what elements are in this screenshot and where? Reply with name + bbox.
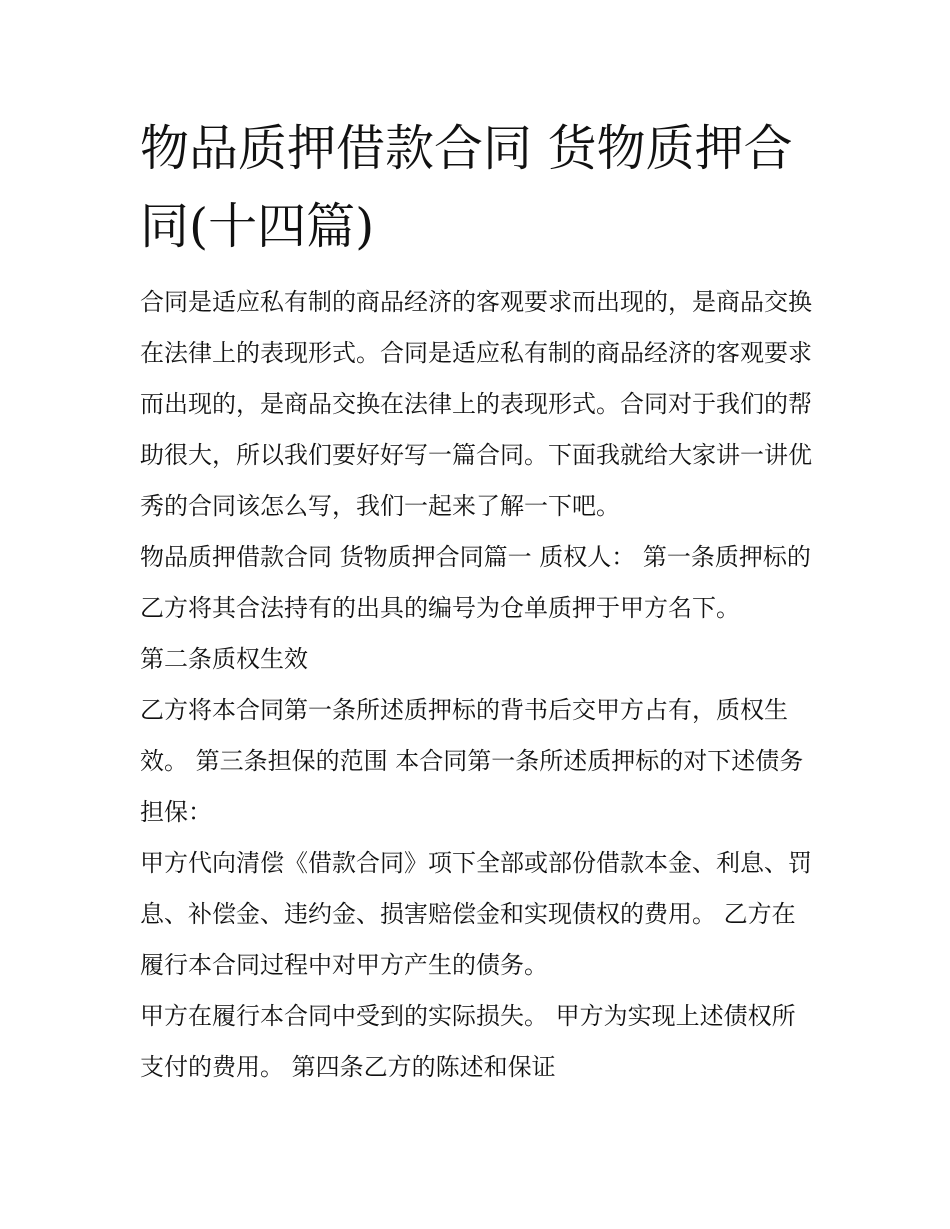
paragraph-article-1: 物品质押借款合同 货物质押合同篇一 质权人： 第一条质押标的 乙方将其合法持有的出具的编号为仓单质押于甲方名下。 <box>140 543 811 622</box>
paragraph-article-2-3: 乙方将本合同第一条所述质押标的背书后交甲方占有，质权生效。 第三条担保的范围 本合同第一条所述质押标的对下述债务担保： <box>140 696 804 826</box>
paragraph-intro: 合同是适应私有制的商品经济的客观要求而出现的，是商品交换在法律上的表现形式。合同是适应私有制的商品经济的客观要求而出现的，是商品交换在法律上的表现形式。合同对于我们的帮助很大，所以我们要好好写一篇合同。下面我就给大家讲一讲优秀的合同该怎么写，我们一起来了解一下吧。 <box>140 288 812 520</box>
paragraph-guarantee-scope: 甲方代向清偿《借款合同》项下全部或部份借款本金、利息、罚息、补偿金、违约金、损害赔偿金和实现债权的费用。 乙方在履行本合同过程中对甲方产生的债务。 <box>140 849 812 979</box>
paragraph-losses-article-4: 甲方在履行本合同中受到的实际损失。 甲方为实现上述债权所支付的费用。 第四条乙方的陈述和保证 <box>140 1002 796 1081</box>
paragraph-article-2-heading: 第二条质权生效 <box>140 645 308 673</box>
document-title: 物品质押借款合同 货物质押合同(十四篇) <box>140 120 793 255</box>
document-body <box>140 277 815 1093</box>
